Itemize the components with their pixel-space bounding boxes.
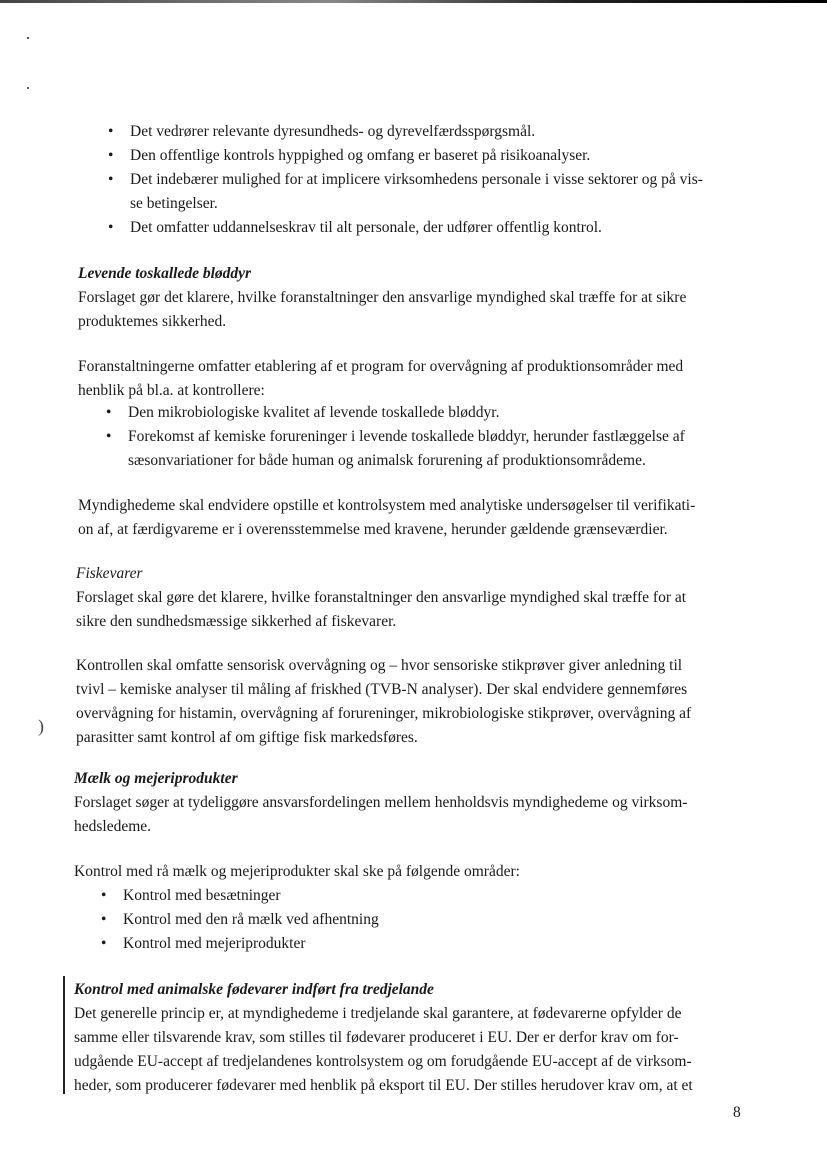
paragraph: Foranstaltningerne omfatter etablering af et program for overvågning af produktionsområder med henblik på bl.a. at kontrollere: — [78, 358, 684, 399]
page-number: 8 — [733, 1104, 741, 1121]
section-heading-bloddyr: Levende toskallede bløddyr — [78, 265, 252, 282]
list-item: • Det omfatter uddannelseskrav til alt personale, der udfører offentlig kontrol. — [108, 219, 602, 236]
list-item: • Den offentlige kontrols hyppighed og omfang er baseret på risikoanalyser. — [108, 147, 591, 164]
section-heading-maelk: Mælk og mejeriprodukter — [74, 770, 238, 787]
paragraph: Det generelle princip er, at myndighedeme i tredjelande skal garantere, at fødevarerne opfylder de samme eller tilsvarende krav, som stilles til fødevarer produceret i EU. Der er derfor krav om for- udgående EU-accept af tredjelandenes kontrolsystem og om forudgående EU-accept af de virksom- heder, som producerer fødevarer med henblik på eksport til EU. Der stilles herudover krav om, at et — [74, 1005, 693, 1094]
list-item: • Det vedrører relevante dyresundheds- og dyrevelfærdsspørgsmål. — [108, 123, 536, 140]
maelk-bullet-list — [0, 884, 827, 956]
list-item: • Den mikrobiologiske kvalitet af levende toskallede bløddyr. — [106, 404, 500, 421]
paragraph: Forslaget skal gøre det klarere, hvilke foranstaltninger den ansvarlige myndighed skal træffe for at sikre den sundhedsmæssige sikkerhed af fiskevarer. — [76, 589, 687, 630]
bloddyr-bullet-list — [0, 401, 827, 473]
scan-speck — [27, 87, 29, 89]
top-edge-rule — [0, 0, 827, 3]
paragraph: Myndighedeme skal endvidere opstille et kontrolsystem med analytiske undersøgelser til verifikati- on af, at færdigvareme er i overensstemmelse med kravene, herunder gældende grænseværdier. — [78, 497, 696, 538]
general-bullet-list — [0, 120, 827, 240]
paragraph: Forslaget gør det klarere, hvilke foranstaltninger den ansvarlige myndighed skal træffe for at sikre produktemes sikkerhed. — [78, 289, 687, 330]
paragraph: Kontrollen skal omfatte sensorisk overvågning og – hvor sensoriske stikprøver giver anledning til tvivl – kemiske analyser til måling af friskhed (TVB-N analyser). Der skal endvidere gennemføres overvågning for histamin, overvågning af forureninger, mikrobiologiske stikprøver, overvågning af parasitter samt kontrol af om giftige fisk markedsføres. — [76, 657, 692, 746]
revision-bar — [63, 976, 65, 1094]
paragraph: Kontrol med rå mælk og mejeriprodukter skal ske på følgende områder: — [74, 863, 520, 880]
list-item: • Kontrol med mejeriprodukter — [101, 935, 306, 952]
section-heading-tredjelande: Kontrol med animalske fødevarer indført fra tredjelande — [74, 981, 434, 998]
paragraph: Forslaget søger at tydeliggøre ansvarsfordelingen mellem henholdsvis myndighedeme og virksom- hedsledeme. — [74, 794, 688, 835]
list-item: • Forekomst af kemiske forureninger i levende toskallede bløddyr, herunder fastlæggelse af sæsonvariationer for både human og animalsk forurening af produktionsområdeme. — [106, 428, 685, 469]
list-item: • Kontrol med den rå mælk ved afhentning — [101, 911, 379, 928]
section-heading-fiskevarer: Fiskevarer — [76, 565, 143, 582]
list-item: • Det indebærer mulighed for at implicere virksomhedens personale i visse sektorer og på vis- se betingelser. — [108, 171, 703, 212]
scan-speck — [27, 37, 29, 39]
list-item: • Kontrol med besætninger — [101, 887, 281, 904]
margin-mark: ) — [38, 716, 44, 736]
